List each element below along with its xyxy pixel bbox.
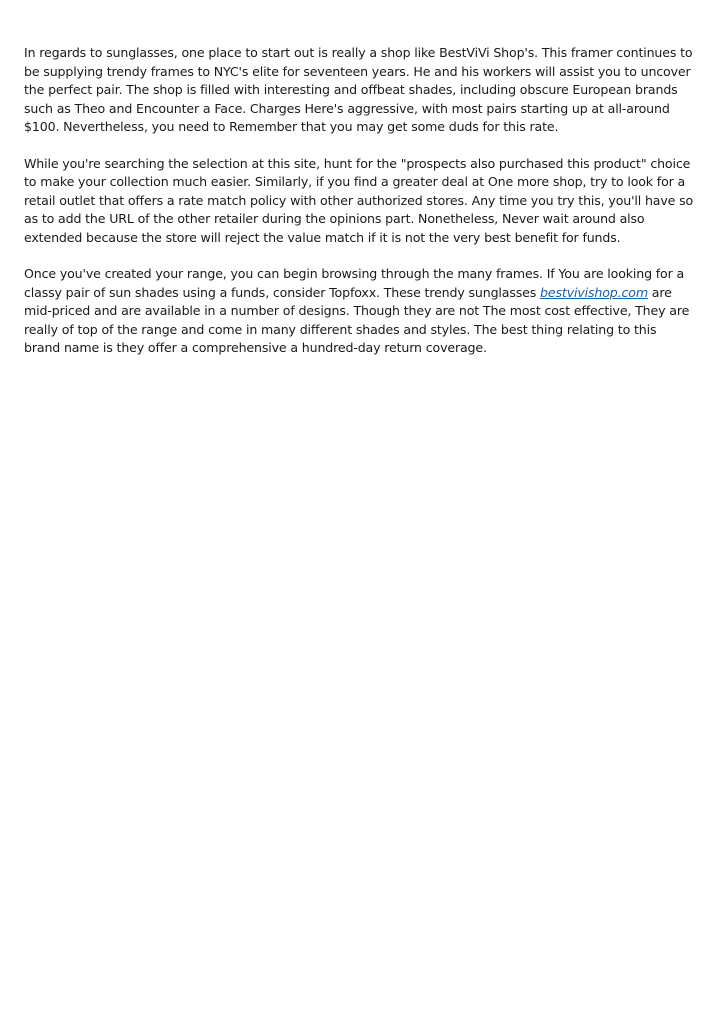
bestvivishop-link[interactable]: bestvivishop.com bbox=[540, 284, 648, 300]
paragraph-text-after-link: are mid-priced and are available in a number of designs. Though they are not The most cost effective, They are really of top of the range and come in many different shades and styles. The best thing relating to this brand name is they offer a comprehensive a hundred-day return coverage. bbox=[24, 284, 690, 355]
paragraph-bestvivi-shop: In regards to sunglasses, one place to start out is really a shop like BestViVi Shop's. This framer continues to be supplying trendy frames to NYC's elite for seventeen years. He and his workers will assist you to uncover the perfect pair. The shop is filled with interesting and offbeat shades, including obscure European brands such as Theo and Encounter a Face. Charges Here's aggressive, with most pairs starting up at all-around $100. Nevertheless, you need to Remember that you may get some duds for this rate. bbox=[24, 45, 693, 134]
document-body bbox=[24, 44, 696, 376]
paragraph-topfoxx bbox=[24, 265, 696, 358]
paragraph-text-before-link: Once you've created your range, you can begin browsing through the many frames. If You are looking for a classy pair of sun shades using a funds, consider Topfoxx. These trendy sunglasses bbox=[24, 266, 685, 300]
paragraph-price-match: While you're searching the selection at this site, hunt for the "prospects also purchased this product" choice to make your collection much easier. Similarly, if you find a greater deal at One more shop, try to look for a retail outlet that offers a rate match policy with other authorized stores. Any time you try this, you'll have so as to add the URL of the other retailer during the opinions part. Nonetheless, Never wait around also extended because the store will reject the value match if it is not the very best benefit for funds. bbox=[24, 155, 694, 245]
